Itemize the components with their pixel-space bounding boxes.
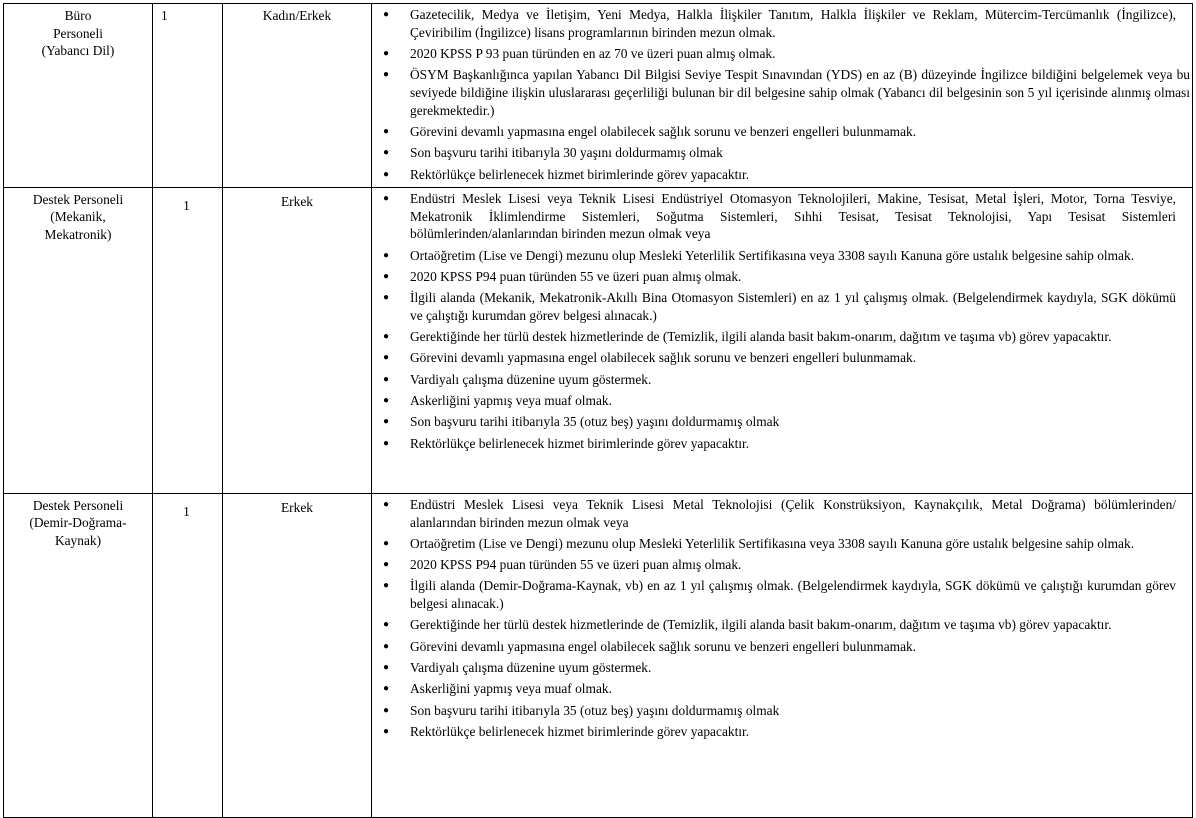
bullet-icon: ● (383, 704, 390, 716)
requirement-text: Askerliğini yapmış veya muaf olmak. (410, 681, 612, 697)
position-title-line: Destek Personeli (32, 191, 124, 207)
requirement-text: Son başvuru tarihi itibarıyla 30 yaşını doldurmamış olmak (410, 145, 723, 161)
list-item (372, 371, 1192, 389)
list-item (372, 144, 1192, 162)
position-title-cell (4, 493, 153, 817)
requirement-text: Gazetecilik, Medya ve İletişim, Yeni Medya, Halkla İlişkiler Tanıtım, Halkla İlişkiler ve Reklam, Mütercim-Tercümanlık (İngilizce), Çeviribilim (İngilizce) lisans programlarının birinden mezun olmak. (410, 7, 1176, 40)
position-title-cell (4, 4, 153, 188)
requirement-text: Vardiyalı çalışma düzenine uyum göstermek. (410, 371, 652, 387)
requirement-text: Gerektiğinde her türlü destek hizmetlerinde de (Temizlik, ilgili alanda basit bakım-onarım, dağıtım ve taşıma vb) görev yapacaktır. (410, 329, 1112, 345)
requirement-text: Görevini devamlı yapmasına engel olabilecek sağlık sorunu ve benzeri engelleri bulunmamak. (410, 124, 917, 139)
requirements-list (372, 190, 1192, 452)
requirement-text: İlgili alanda (Mekanik, Mekatronik-Akıllı Bina Otomasyon Sistemleri) en az 1 yıl çalışmış olmak. (Belgelendirmek kaydıyla, SGK dökümü ve çalıştığı kurumdan görev belgesi alınacak.) (410, 290, 1176, 323)
bullet-icon: ● (383, 437, 390, 449)
requirements-list (372, 6, 1192, 183)
bullet-icon: ● (383, 619, 390, 631)
bullet-icon: ● (383, 416, 390, 428)
bullet-icon: ● (383, 292, 390, 304)
list-item (372, 723, 1192, 741)
position-requirements-table (3, 3, 1193, 818)
list-item (372, 638, 1192, 656)
requirement-text: Endüstri Meslek Lisesi veya Teknik Lisesi Endüstriyel Otomasyon Teknolojileri, Makine, Tesisat, Metal İşleri, Motor, Torna Tesviye, Mekatronik İklimlendirme Sistemleri, Soğutma Sistemleri, Sıhhi Tesisat, Tesisat Teknolojisi, Yapı Tesisat Sistemleri bölümlerinden/alanlarından birinden mezun olmak veya (410, 190, 1176, 242)
bullet-icon: ● (383, 373, 390, 385)
list-item (372, 268, 1192, 286)
list-item (372, 349, 1192, 367)
bullet-icon: ● (383, 725, 390, 737)
list-item (372, 535, 1192, 553)
position-title-line: (Demir-Doğrama- (29, 515, 127, 531)
position-title-line: Kaynak) (54, 532, 102, 548)
list-item (372, 659, 1192, 677)
bullet-icon: ● (383, 640, 390, 652)
bullet-icon: ● (383, 147, 390, 159)
bullet-icon: ● (383, 192, 390, 204)
list-item (372, 616, 1192, 634)
gender-cell (223, 4, 372, 188)
bullet-icon: ● (383, 537, 390, 549)
table-row (4, 4, 1193, 188)
position-title-cell (4, 187, 153, 493)
requirement-text: Rektörlükçe belirlenecek hizmet birimlerinde görev yapacaktır. (410, 435, 750, 451)
bullet-icon: ● (383, 395, 390, 407)
list-item (372, 556, 1192, 574)
bullet-icon: ● (383, 331, 390, 343)
position-title-line: Destek Personeli (32, 497, 124, 513)
bullet-icon: ● (383, 126, 390, 137)
requirement-text: 2020 KPSS P94 puan türünden 55 ve üzeri puan almış olmak. (410, 557, 742, 573)
gender-value: Erkek (281, 499, 313, 515)
requirement-text: Görevini devamlı yapmasına engel olabilecek sağlık sorunu ve benzeri engelleri bulunmamak. (410, 638, 917, 654)
position-title-line: Personeli (53, 25, 103, 41)
requirements-cell (372, 187, 1193, 493)
requirement-text: Ortaöğretim (Lise ve Dengi) mezunu olup Mesleki Yeterlilik Sertifikasına veya 3308 sayılı Kanuna göre ustalık belgesine sahip olmak. (410, 247, 1135, 263)
position-count: 1 (183, 503, 190, 519)
bullet-icon: ● (383, 9, 390, 20)
requirement-text: 2020 KPSS P 93 puan türünden en az 70 ve üzeri puan almış olmak. (410, 46, 776, 61)
list-item (372, 680, 1192, 698)
requirement-text: Askerliğini yapmış veya muaf olmak. (410, 393, 612, 409)
list-item (372, 328, 1192, 346)
requirement-text: İlgili alanda (Demir-Doğrama-Kaynak, vb) en az 1 yıl çalışmış olmak. (Belgelendirmek kaydıyla, SGK dökümü ve çalıştığı kurumdan görev belgesi alınacak.) (410, 578, 1176, 612)
list-item (372, 496, 1192, 531)
bullet-icon: ● (383, 683, 390, 695)
requirement-text: Son başvuru tarihi itibarıyla 35 (otuz beş) yaşını doldurmamış olmak (410, 702, 780, 718)
requirement-text: Ortaöğretim (Lise ve Dengi) mezunu olup Mesleki Yeterlilik Sertifikasına veya 3308 sayılı Kanuna göre ustalık belgesine sahip olmak. (410, 535, 1135, 551)
gender-value: Erkek (281, 193, 313, 209)
list-item (372, 247, 1192, 265)
requirement-text: 2020 KPSS P94 puan türünden 55 ve üzeri puan almış olmak. (410, 268, 742, 284)
requirement-text: Gerektiğinde her türlü destek hizmetlerinde de (Temizlik, ilgili alanda basit bakım-onarım, dağıtım ve taşıma vb) görev yapacaktır. (410, 617, 1112, 633)
list-item (372, 6, 1192, 41)
bullet-icon: ● (383, 168, 390, 180)
list-item (372, 413, 1192, 431)
list-item (372, 66, 1192, 119)
position-count: 1 (183, 197, 190, 213)
bullet-icon: ● (383, 48, 390, 59)
requirement-text: ÖSYM Başkanlığınca yapılan Yabancı Dil Bilgisi Seviye Tespit Sınavından (YDS) en az (B) düzeyinde İngilizce bildiğini belgelemek veya bu seviyede bildiğine ilişkin uluslararası geçerliliği bulunan bir dil belgesine sahip olmak (Yabancı dil belgesinin son 5 yıl içerisinde alınmış olması gerekmektedir.) (410, 67, 1190, 118)
bullet-icon: ● (383, 352, 390, 364)
position-title-line: Mekatronik) (44, 226, 112, 242)
position-title-line: (Mekanik, (50, 209, 106, 225)
position-title-line: (Yabancı Dil) (41, 43, 115, 58)
bullet-icon: ● (383, 249, 390, 261)
list-item (372, 166, 1192, 184)
position-count: 1 (161, 8, 168, 23)
bullet-icon: ● (383, 270, 390, 282)
list-item (372, 123, 1192, 141)
list-item (372, 45, 1192, 63)
requirement-text: Vardiyalı çalışma düzenine uyum göstermek. (410, 660, 652, 676)
gender-cell (223, 187, 372, 493)
position-count-cell (153, 493, 223, 817)
bullet-icon: ● (383, 580, 390, 592)
position-count-cell (153, 4, 223, 188)
list-item (372, 190, 1192, 243)
requirement-text: Son başvuru tarihi itibarıyla 35 (otuz beş) yaşını doldurmamış olmak (410, 414, 780, 430)
list-item (372, 392, 1192, 410)
bullet-icon: ● (383, 498, 390, 510)
bullet-icon: ● (383, 662, 390, 674)
position-count-cell (153, 187, 223, 493)
requirement-text: Rektörlükçe belirlenecek hizmet birimlerinde görev yapacaktır. (410, 166, 750, 182)
gender-value: Kadın/Erkek (262, 8, 332, 23)
gender-cell (223, 493, 372, 817)
list-item (372, 577, 1192, 612)
table-row (4, 493, 1193, 817)
requirements-cell (372, 493, 1193, 817)
list-item (372, 289, 1192, 324)
table-row (4, 187, 1193, 493)
requirement-text: Rektörlükçe belirlenecek hizmet birimlerinde görev yapacaktır. (410, 723, 750, 739)
list-item (372, 702, 1192, 720)
requirement-text: Endüstri Meslek Lisesi veya Teknik Lisesi Metal Teknolojisi (Çelik Konstrüksiyon, Kaynakçılık, Metal Doğrama) bölümlerinden/ alanlarından birinden mezun olmak veya (410, 496, 1176, 530)
requirement-text: Görevini devamlı yapmasına engel olabilecek sağlık sorunu ve benzeri engelleri bulunmamak. (410, 350, 917, 366)
list-item (372, 435, 1192, 453)
requirements-list (372, 496, 1192, 741)
requirements-cell (372, 4, 1193, 188)
bullet-icon: ● (383, 69, 390, 81)
position-title-line: Büro (64, 8, 92, 23)
bullet-icon: ● (383, 559, 390, 571)
